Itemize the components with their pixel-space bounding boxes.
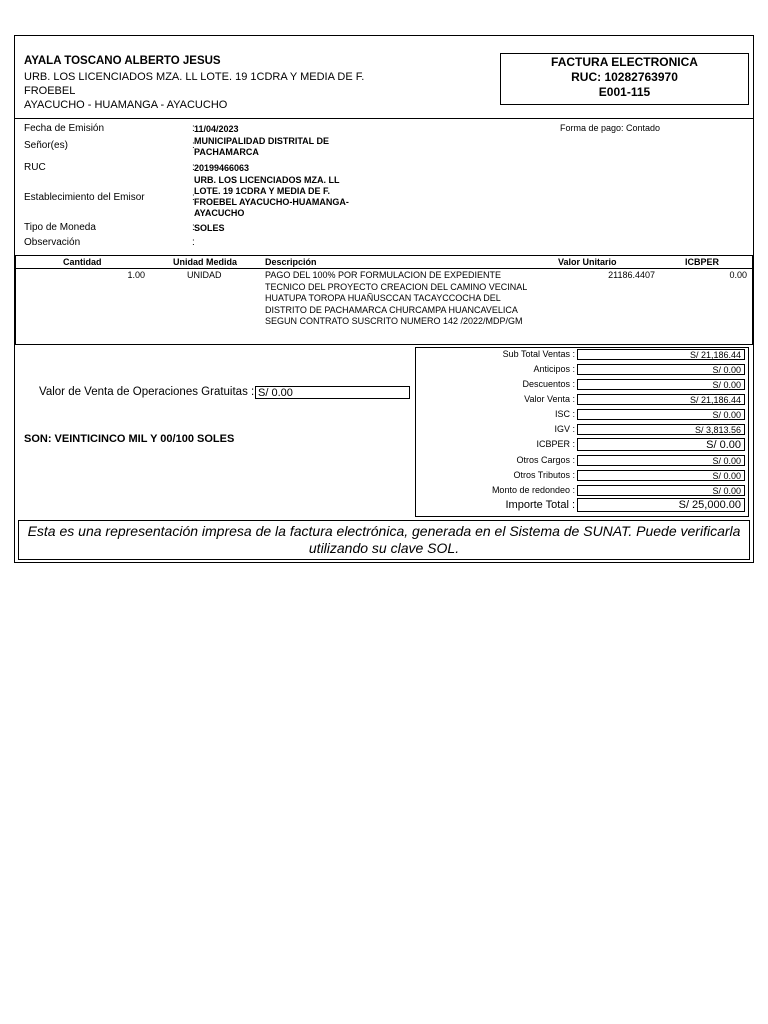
total-value: S/ 3,813.56 [577,424,745,435]
header-divider [15,118,753,119]
importe-total-value: S/ 25,000.00 [577,498,745,512]
row-descripcion: PAGO DEL 100% POR FORMULACION DE EXPEDIENTE TECNICO DEL PROYECTO CREACION DEL CAMINO VECINAL HUATUPA TOROPA HUAÑUSCCAN TACAYCCOCHA DEL DISTRITO DE PACHAMARCA CHURCAMPA HUANCAVELICA SEGUN CONTRATO SUSCRITO NUMERO 142 /2022/MDP/GM [265,270,527,326]
total-label: ICBPER : [536,439,575,449]
colon: : [192,237,195,248]
ruc-label: RUC [24,162,46,173]
row-icbper: 0.00 [729,270,747,280]
total-label: Valor Venta : [524,394,575,404]
senor-label: Señor(es) [24,140,68,151]
fecha-value: 11/04/2023 [194,124,239,134]
issuer-address-line1: URB. LOS LICENCIADOS MZA. LL LOTE. 19 1CDRA Y MEDIA DE F. [24,71,365,83]
col-header-cantidad: Cantidad [63,257,102,267]
invoice-id-box [500,53,749,105]
col-header-unidad: Unidad Medida [173,257,238,267]
total-value: S/ 0.00 [577,485,745,496]
total-label: Sub Total Ventas : [502,349,575,359]
gratuitas-value: S/ 0.00 [255,386,410,399]
obs-label: Observación [24,237,81,248]
invoice-document [14,35,754,563]
fecha-label: Fecha de Emisión [24,123,105,134]
sunat-footer-note: Esta es una representación impresa de la factura electrónica, generada en el Sistema de SUNAT. Puede verificarla utilizando su clave SOL. [18,520,750,560]
col-header-icbper: ICBPER [685,257,720,267]
row-unidad: UNIDAD [187,270,222,280]
moneda-label: Tipo de Moneda [24,222,96,233]
issuer-name: AYALA TOSCANO ALBERTO JESUS [24,55,221,67]
total-label: IGV : [554,424,575,434]
total-value: S/ 0.00 [577,470,745,481]
total-value: S/ 0.00 [577,438,745,451]
issuer-address-line2: FROEBEL [24,85,76,97]
total-value: S/ 0.00 [577,409,745,420]
amount-in-words: SON: VEINTICINCO MIL Y 00/100 SOLES [24,433,235,445]
total-label: Anticipos : [533,364,575,374]
importe-total-label: Importe Total : [505,499,575,511]
moneda-value: SOLES [194,223,225,233]
forma-pago: Forma de pago: Contado [560,123,661,133]
colon: : [192,192,195,203]
col-header-valor-unitario: Valor Unitario [558,257,617,267]
total-value: S/ 21,186.44 [577,349,745,360]
senor-value: MUNICIPALIDAD DISTRITAL DE PACHAMARCA [194,136,329,157]
total-label: Otros Tributos : [513,470,575,480]
total-label: Descuentos : [522,379,575,389]
row-valor-unitario: 21186.4407 [608,270,655,280]
total-value: S/ 0.00 [577,364,745,375]
table-header-divider [16,268,752,269]
colon: : [192,162,195,173]
invoice-ruc: RUC: 10282763970 [571,70,678,84]
col-header-descripcion: Descripción [265,257,317,267]
estab-label: Establecimiento del Emisor [24,192,145,203]
estab-value: URB. LOS LICENCIADOS MZA. LL LOTE. 19 1CDRA Y MEDIA DE F. FROEBEL AYACUCHO-HUAMANGA-AYACUCHO [194,175,349,218]
total-value: S/ 0.00 [577,455,745,466]
invoice-title: FACTURA ELECTRONICA [551,55,698,69]
gratuitas-label: Valor de Venta de Operaciones Gratuitas : [39,386,255,398]
total-value: S/ 0.00 [577,379,745,390]
invoice-number: E001-115 [598,85,651,99]
colon: : [192,123,195,134]
issuer-address-line3: AYACUCHO - HUAMANGA - AYACUCHO [24,99,228,111]
total-label: ISC : [554,409,575,419]
total-label: Monto de redondeo : [491,485,575,495]
colon: : [192,140,195,151]
total-value: S/ 21,186.44 [577,394,745,405]
colon: : [192,222,195,233]
ruc-value: 20199466063 [194,163,250,173]
total-label: Otros Cargos : [516,455,575,465]
row-cantidad: 1.00 [127,270,145,280]
